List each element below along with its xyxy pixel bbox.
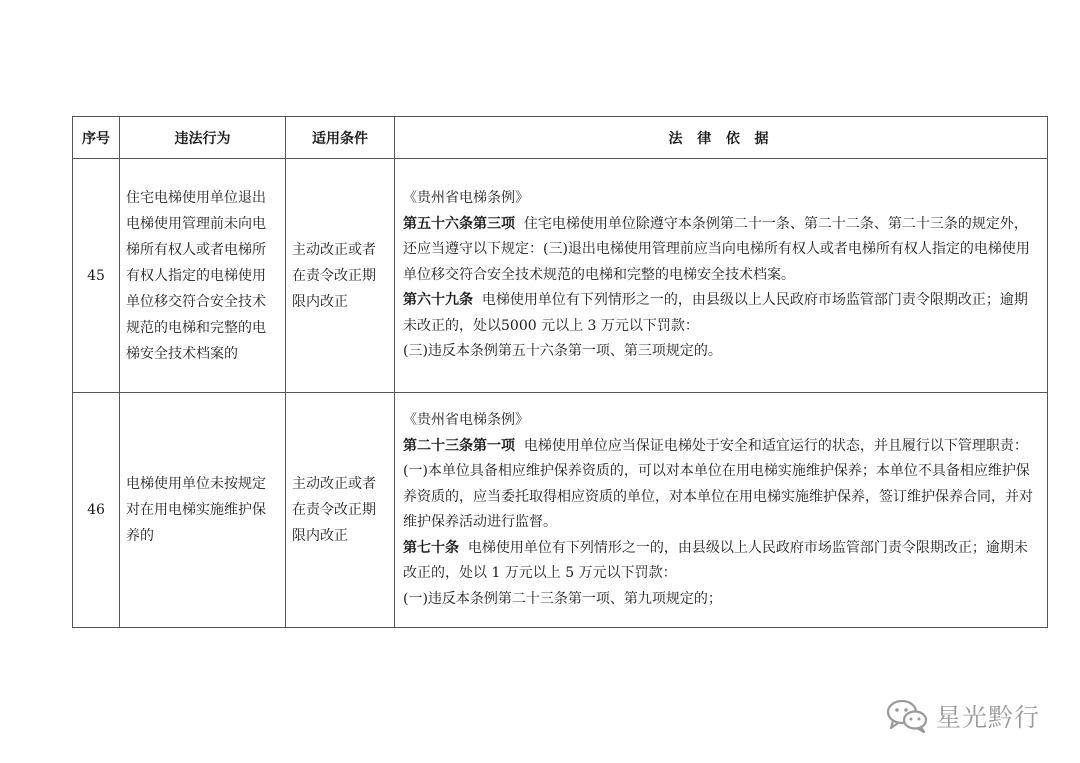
row-number: 46 [73,393,120,628]
violation-cell: 电梯使用单位未按规定对在用电梯实施维护保养的 [120,393,286,628]
condition-cell: 主动改正或者在责令改正期限内改正 [286,159,395,393]
header-no: 序号 [73,117,120,159]
watermark [886,696,1040,736]
article-text: 电梯使用单位有下列情形之一的，由县级以上人民政府市场监管部门责令限期改正；逾期未改正的，处以5000 元以上 3 万元以下罚款： [403,292,1028,334]
legal-basis-cell [395,159,1048,393]
article-paragraph [403,212,1039,289]
article-title: 第六十九条 [403,292,473,309]
row-number: 45 [73,159,120,393]
violation-cell: 住宅电梯使用单位退出电梯使用管理前未向电梯所有权人或者电梯所有权人指定的电梯使用单位移交符合安全技术规范的电梯和完整的电梯安全技术档案的 [120,159,286,393]
legal-basis-cell [395,393,1048,628]
article-title: 第七十条 [403,539,459,556]
source-title: 《贵州省电梯条例》 [403,190,529,207]
article-text: 住宅电梯使用单位除遵守本条例第二十一条、第二十二条、第二十三条的规定外，还应当遵守以下规定：(三)退出电梯使用管理前应当向电梯所有权人或者电梯所有权人指定的电梯使用单位移交符合安全技术规范的电梯和完整的电梯安全技术档案。 [403,215,1030,283]
article-paragraph [403,536,1039,587]
watermark-text: 星光黔行 [936,703,1041,732]
article-paragraph [403,288,1039,339]
article-item: (一)违反本条例第二十三条第一项、第九项规定的； [403,590,722,607]
law-table [72,116,1048,628]
header-basis: 法 律 依 据 [395,117,1048,159]
table-header-row [73,117,1048,159]
article-title: 第五十六条第三项 [403,215,515,232]
table-row [73,159,1048,393]
article-text: 电梯使用单位应当保证电梯处于安全和适宜运行的状态，并且履行以下管理职责：(一)本单位具备相应维护保养资质的，可以对本单位在用电梯实施维护保养；本单位不具备相应维护保养资质的，应当委托取得相应资质的单位，对本单位在用电梯实施维护保养，签订维护保养合同，并对维护保养活动进行监督。 [403,437,1033,530]
article-item: (三)违反本条例第五十六条第一项、第三项规定的。 [403,343,722,360]
table-row [73,393,1048,628]
header-cond: 适用条件 [286,117,395,159]
condition-cell: 主动改正或者在责令改正期限内改正 [286,393,395,628]
article-paragraph [403,434,1039,536]
source-title: 《贵州省电梯条例》 [403,412,529,428]
article-title: 第二十三条第一项 [403,437,515,454]
header-act: 违法行为 [120,117,286,159]
wechat-icon [886,699,928,733]
article-text: 电梯使用单位有下列情形之一的，由县级以上人民政府市场监管部门责令限期改正；逾期未改正的，处以 1 万元以上 5 万元以下罚款： [403,539,1028,581]
